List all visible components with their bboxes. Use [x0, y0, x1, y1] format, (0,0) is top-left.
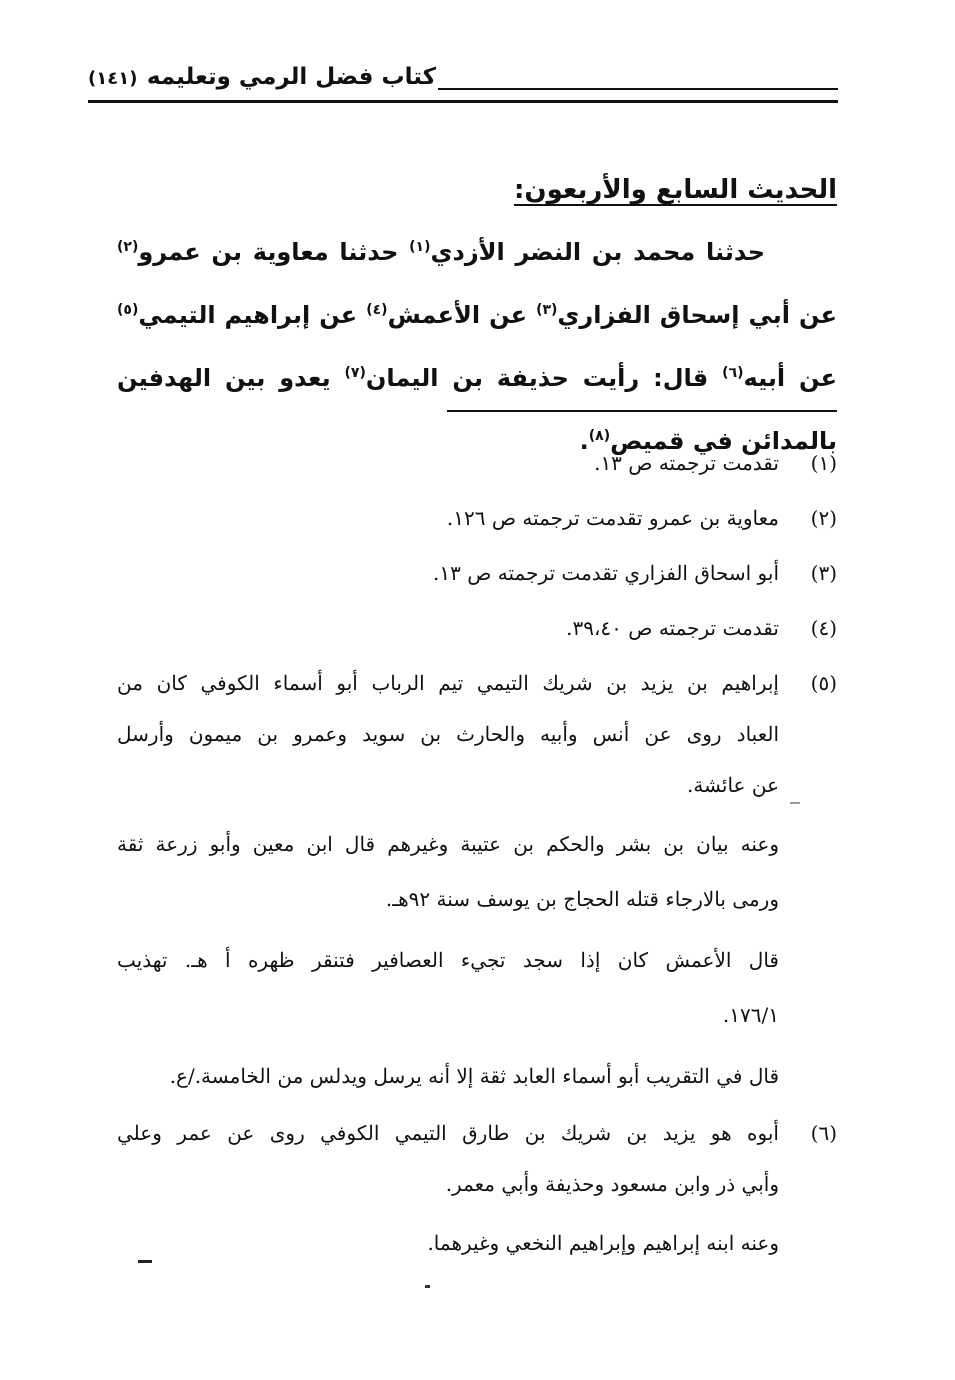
footnote-item — [117, 658, 837, 1104]
footnote-number: (٤) — [810, 616, 837, 640]
footnote-number: (١) — [810, 451, 837, 475]
footnote-body — [117, 493, 779, 544]
book-title: كتاب فضل الرمي وتعليمه — [146, 64, 436, 90]
footnote-number: (٢) — [810, 506, 837, 530]
footnote-paragraph — [117, 1108, 779, 1210]
footnote-body — [117, 658, 779, 1104]
scan-mark — [425, 1285, 430, 1288]
footnote-marker: (٢) — [117, 239, 139, 255]
hadith-segment: عن أبيه — [743, 364, 837, 392]
footnote-line: تقدمت ترجمته ص ١٣. — [594, 451, 779, 475]
hadith-segment: قال: رأيت حذيفة بن اليمان — [365, 364, 723, 392]
footnote-paragraph — [117, 1043, 779, 1104]
footnote-separator — [447, 410, 837, 412]
footnote-marker: (٤) — [366, 302, 388, 318]
footnote-item — [117, 1108, 837, 1271]
footnote-line: وأبي ذر وابن مسعود وحذيفة وأبي معمر. — [445, 1172, 779, 1196]
footnote-body — [117, 438, 779, 489]
hadith-segment: عن الأعمش — [387, 301, 537, 329]
header-rule-thin — [438, 88, 838, 90]
footnote-paragraph — [117, 548, 779, 599]
footnote-marker: (٨) — [588, 428, 611, 444]
scan-mark — [138, 1260, 152, 1263]
footnote-paragraph — [117, 1210, 779, 1271]
header-rule — [88, 100, 838, 103]
footnote-line: ورمى بالارجاء قتله الحجاج بن يوسف سنة ٩٢هـ. — [385, 887, 779, 911]
footnote-item — [117, 493, 837, 544]
footnote-line: أبوه هو يزيد بن شريك بن طارق التيمي الكوفي روى عن عمر وعلي — [117, 1121, 779, 1145]
hadith-text — [117, 218, 837, 470]
footnote-number: (٣) — [810, 561, 837, 585]
footnote-paragraph — [117, 811, 779, 927]
footnote-body — [117, 1108, 779, 1271]
footnote-line: أبو اسحاق الفزاري تقدمت ترجمته ص ١٣. — [433, 561, 779, 585]
footnote-number: (٦) — [810, 1121, 837, 1145]
scan-mark — [790, 802, 800, 804]
footnote-line: قال في التقريب أبو أسماء العابد ثقة إلا أنه يرسل ويدلس من الخامسة./ع. — [169, 1064, 779, 1088]
footnote-marker: (٥) — [117, 302, 139, 318]
footnotes — [117, 438, 837, 1275]
hadith-segment: . — [579, 427, 589, 455]
hadith-heading: الحديث السابع والأربعون: — [514, 175, 837, 205]
hadith-segment: عن إبراهيم التيمي — [138, 301, 367, 329]
footnote-body — [117, 548, 779, 599]
footnote-item — [117, 548, 837, 599]
footnote-paragraph — [117, 603, 779, 654]
hadith-segment: عن أبي إسحاق الفزاري — [557, 301, 837, 329]
footnote-marker: (٦) — [722, 365, 744, 381]
footnote-line: العباد روى عن أنس وأبيه والحارث بن سويد وعمرو بن ميمون وأرسل — [117, 722, 779, 746]
footnote-paragraph — [117, 658, 779, 811]
hadith-segment: حدثنا معاوية بن عمرو — [138, 238, 410, 266]
footnote-marker: (١) — [409, 239, 431, 255]
footnote-line: معاوية بن عمرو تقدمت ترجمته ص ١٢٦. — [446, 506, 779, 530]
footnote-number: (٥) — [810, 671, 837, 695]
page-header — [88, 62, 838, 102]
footnote-marker: (٣) — [536, 302, 558, 318]
footnote-paragraph — [117, 493, 779, 544]
footnote-line: وعنه ابنه إبراهيم وإبراهيم النخعي وغيرهما. — [427, 1231, 779, 1255]
footnote-item — [117, 438, 837, 489]
footnote-paragraph — [117, 438, 779, 489]
footnote-line: تقدمت ترجمته ص ٣٩،٤٠. — [566, 616, 779, 640]
footnote-body — [117, 603, 779, 654]
hadith-segment: يعدو بين الهدفين بالمدائن في قميص — [117, 364, 837, 455]
footnote-item — [117, 603, 837, 654]
footnote-marker: (٧) — [344, 365, 366, 381]
hadith-segment: حدثنا محمد بن النضر الأزدي — [430, 238, 765, 266]
footnote-line: ١٧٦/١. — [722, 1003, 779, 1027]
footnote-line: إبراهيم بن يزيد بن شريك التيمي تيم الرباب أبو أسماء الكوفي كان من — [117, 671, 779, 695]
page-number: (١٤١) — [88, 68, 138, 89]
footnote-line: عن عائشة. — [686, 773, 779, 797]
footnote-line: وعنه بيان بن بشر والحكم بن عتيبة وغيرهم قال ابن معين وأبو زرعة ثقة — [117, 832, 779, 856]
footnote-line: قال الأعمش كان إذا سجد تجيء العصافير فتنقر ظهره أ هـ. تهذيب — [117, 948, 779, 972]
hadith-section — [117, 170, 837, 470]
footnote-paragraph — [117, 927, 779, 1043]
